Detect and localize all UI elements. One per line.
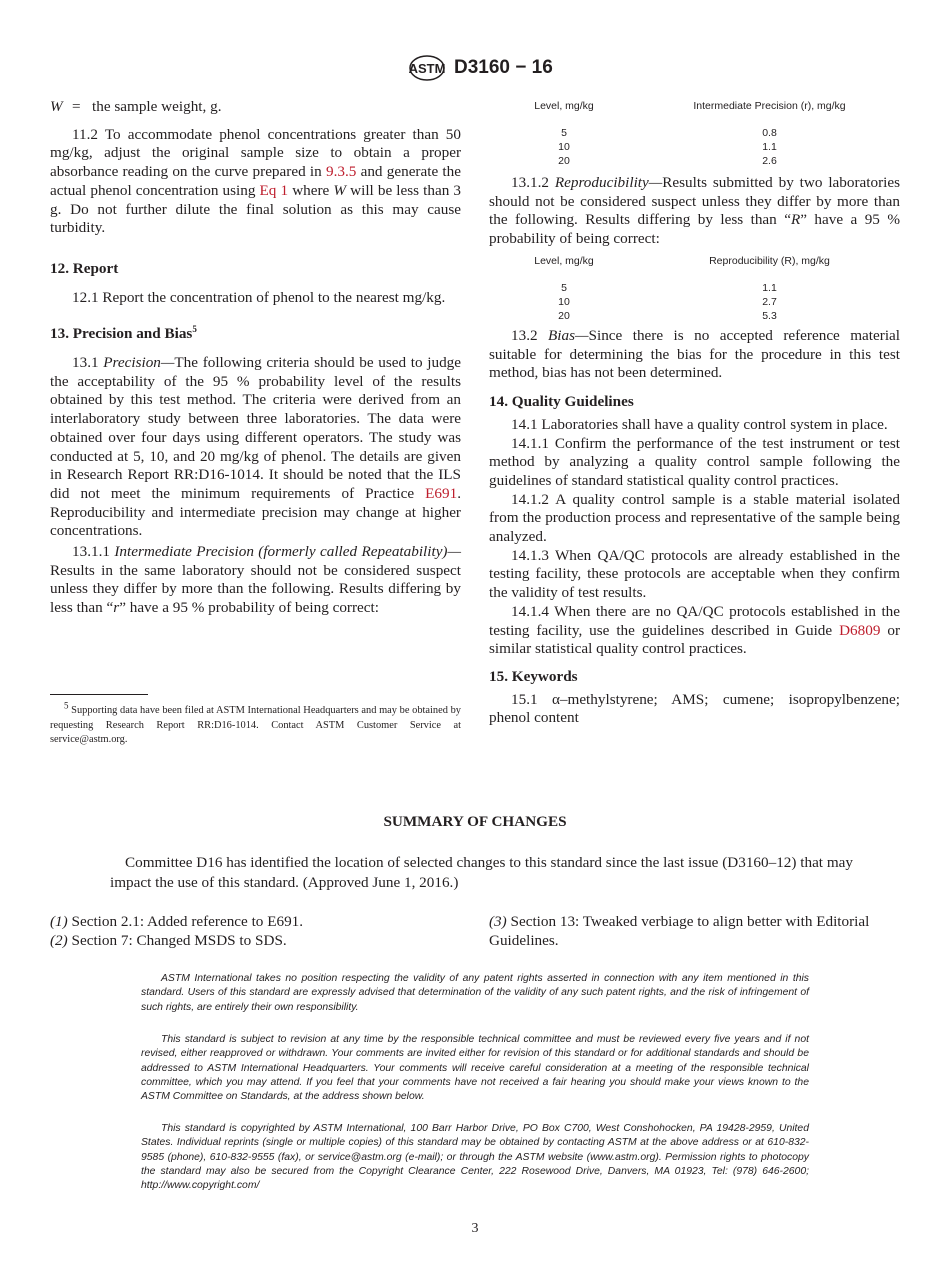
table-header: Level, mg/kg Intermediate Precision (r), mg/kg: [534, 100, 846, 112]
change-item: (2) Section 7: Changed MSDS to SDS.: [50, 931, 287, 949]
paragraph-12-1: 12.1 Report the concentration of phenol to the nearest mg/kg.: [72, 288, 446, 306]
revision-notice: This standard is subject to revision at any time by the responsible technical committee and must be reviewed every five years and if not revised, either reapproved or withdrawn. Your comments are invited either for revision of this standard or for additional standards and should be addressed to ASTM International Headquarters. Your comments will receive careful consideration at a meeting of the responsible technical committee, which you may attend. If you feel that your comments have not received a fair hearing you should make your views known to the ASTM Committee on Standards, at the address shown below.: [141, 1034, 809, 1103]
summary-title: SUMMARY OF CHANGES: [383, 813, 567, 830]
change-item: (3) Section 13: Tweaked verbiage to align better with Editorial Guidelines.: [489, 913, 870, 949]
footnote-ref[interactable]: 5: [192, 324, 197, 335]
changes-list-left: [50, 913, 461, 950]
change-item: (1) Section 2.1: Added reference to E691.: [50, 913, 304, 930]
heading-keywords: 15. Keywords: [489, 667, 578, 685]
paragraph-14-1-4: 14.1.4 When there are no QA/QC protocols established in the testing facility, use the guidelines described in Guide D6809 or similar statistical quality control practices.: [489, 602, 900, 658]
paragraph-13-1: 13.1 Precision—The following criteria should be used to judge the acceptability of the 95 % probability level of the results obtained by this test method. The criteria were derived from an interlaboratory study between three laboratories. The data were obtained over four days using different operators. The study was conducted at 5, 10, and 20 mg/kg of phenol. The details are given in Research Report RR:D16-1014. It should be noted that the ILS did not meet the minimum requirements of Practice E691. Reproducibility and intermediate precision may change at higher concentrations.: [50, 354, 461, 540]
table-row: 20 2.6: [558, 155, 777, 167]
summary-intro: Committee D16 has identified the location of selected changes to this standard since the last issue (D3160–12) that may impact the use of this standard. (Approved June 1, 2016.): [110, 854, 853, 891]
paragraph-11-2: 11.2 To accommodate phenol concentrations greater than 50 mg/kg, adjust the original sample size to obtain a proper absorbance reading on the curve prepared in 9.3.5 and generate the actual phenol concentration using Eq 1 where W will be less than 3 g. Do not further dilute the final solution as this may cause turbidity.: [50, 125, 461, 237]
svg-text:ASTM: ASTM: [408, 61, 446, 76]
paragraph-13-2: 13.2 Bias—Since there is no accepted reference material suitable for determining the bias for the procedure in this test method, bias has not been determined.: [489, 327, 900, 382]
definition-text: the sample weight, g.: [92, 98, 222, 115]
footnote: $^5$ Supporting data have been filed at ASTM International Headquarters and may be obtained by requesting Research Report RR:D16-1014. Contact ASTM Customer Service at service@astm.org.: [50, 700, 461, 745]
paragraph-13-1-2: 13.1.2 Reproducibility—Results submitted by two laboratories should not be considered suspect unless they differ by more than the following. Results differing by less than “R” have a 95 % probability of being correct:: [489, 174, 901, 248]
paragraph-14-1: 14.1 Laboratories shall have a quality control system in place.: [511, 415, 888, 433]
patent-notice: ASTM International takes no position respecting the validity of any patent rights asserted in connection with any item mentioned in this standard. Users of this standard are expressly advised that determination of the validity of any such patent rights, and the risk of infringement of such rights, are entirely their own responsibility.: [141, 973, 809, 1013]
equals: =: [72, 98, 81, 115]
symbol: W: [50, 98, 63, 115]
changes-list-right: [489, 913, 900, 950]
footnote-divider: [50, 694, 148, 695]
intermediate-precision-table: [489, 99, 900, 168]
link-e691[interactable]: E691: [425, 484, 458, 502]
page-number: 3: [471, 1221, 479, 1236]
w-definition: [50, 98, 461, 117]
link-d6809[interactable]: D6809: [839, 621, 881, 639]
heading-precision-bias: 13. Precision and Bias$^5$: [50, 324, 197, 343]
designation: D3160 − 16: [454, 56, 553, 78]
table-header: Level, mg/kg Reproducibility (R), mg/kg: [534, 255, 830, 267]
copyright-notice: This standard is copyrighted by ASTM International, 100 Barr Harbor Drive, PO Box C700, West Conshohocken, PA 19428-2959, United States. Individual reprints (single or multiple copies) of this standard may be obtained by contacting ASTM at the above address or at 610-832-9585 (phone), 610-832-9555 (fax), or service@astm.org (e-mail); or through the ASTM website (www.astm.org). Permission rights to photocopy the standard may also be secured from the Copyright Clearance Center, 222 Rosewood Drive, Danvers, MA 01923, Tel: (978) 646-2600; http://www.copyright.com/: [141, 1123, 809, 1192]
paragraph-14-1-3: 14.1.3 When QA/QC protocols are already established in the testing facility, these protocols are acceptable when they confirm the validity of test results.: [489, 546, 900, 602]
table-row: 10 1.1: [558, 141, 777, 153]
table-row: 5 0.8: [561, 127, 777, 139]
paragraph-15-1: 15.1 α–methylstyrene; AMS; cumene; isopropylbenzene; phenol content: [489, 690, 900, 727]
page-header: [408, 54, 553, 82]
paragraph-13-1-1: 13.1.1 Intermediate Precision (formerly called Repeatability)—Results in the same laboratory should not be considered suspect unless they differ by more than the following. Results differing by less than “r” have a 95 % probability of being correct:: [50, 543, 461, 617]
link-eq-1[interactable]: Eq 1: [259, 181, 289, 199]
paragraph-14-1-1: 14.1.1 Confirm the performance of the test instrument or test method by analyzing a quality control sample following the guidelines of standard statistical quality control practices.: [489, 434, 900, 489]
astm-logo-icon: [408, 54, 446, 82]
heading-report: 12. Report: [50, 259, 119, 277]
paragraph-14-1-2: 14.1.2 A quality control sample is a stable material isolated from the production process and representative of the sample being analyzed.: [489, 490, 900, 546]
link-9-3-5[interactable]: 9.3.5: [325, 163, 357, 181]
heading-quality-guidelines: 14. Quality Guidelines: [489, 393, 634, 411]
table-row: 20 5.3: [558, 310, 777, 322]
table-row: 5 1.1: [561, 282, 777, 294]
reproducibility-table: [489, 254, 900, 323]
table-row: 10 2.7: [558, 296, 777, 308]
right-column-lower: [489, 327, 900, 728]
left-column: [50, 98, 461, 618]
